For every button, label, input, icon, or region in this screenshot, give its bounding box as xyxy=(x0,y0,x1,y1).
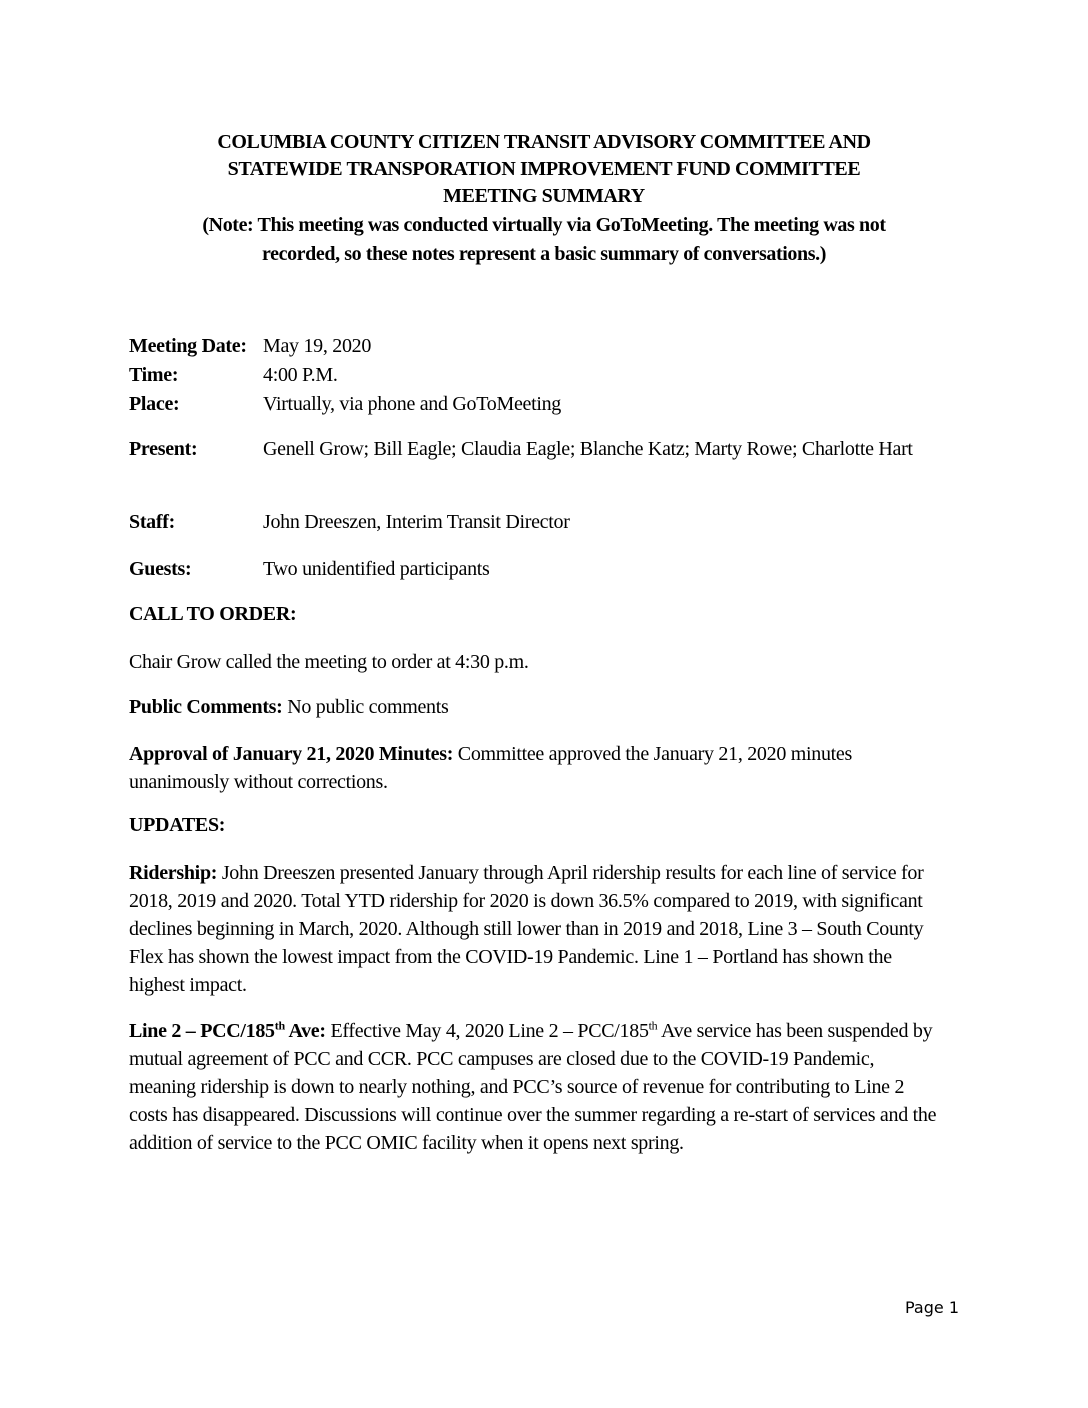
time-value: 4:00 P.M. xyxy=(263,364,338,386)
present-label: Present: xyxy=(129,438,198,460)
present-value: Genell Grow; Bill Eagle; Claudia Eagle; Blanche Katz; Marty Rowe; Charlotte Hart xyxy=(263,438,913,460)
public-comments-text: No public comments xyxy=(282,696,449,718)
document-title-line-3: MEETING SUMMARY xyxy=(443,185,645,207)
line2-text: Effective May 4, 2020 Line 2 – PCC/185 xyxy=(325,1020,649,1042)
guests-label: Guests: xyxy=(129,558,192,580)
line2-paragraph xyxy=(129,1017,944,1157)
place-label: Place: xyxy=(129,393,180,415)
staff-value: John Dreeszen, Interim Transit Director xyxy=(263,511,570,533)
approval-text: Committee approved the January 21, 2020 minutes unanimously without corrections. xyxy=(129,743,852,793)
meeting-date-label: Meeting Date: xyxy=(129,335,247,357)
place-value: Virtually, via phone and GoToMeeting xyxy=(263,393,562,415)
staff-label: Staff: xyxy=(129,511,175,533)
meeting-date-value: May 19, 2020 xyxy=(263,335,372,357)
ridership-paragraph xyxy=(129,859,944,999)
call-to-order-heading: CALL TO ORDER: xyxy=(129,603,297,625)
line2-text-sup: th xyxy=(648,1018,658,1033)
document-note-line-1: (Note: This meeting was conducted virtually via GoToMeeting. The meeting was not xyxy=(202,214,886,236)
line2-label xyxy=(129,1020,326,1042)
approval-label: Approval of January 21, 2020 Minutes: xyxy=(129,743,454,765)
document-note-line-2: recorded, so these notes represent a basic summary of conversations.) xyxy=(262,243,826,265)
guests-value: Two unidentified participants xyxy=(263,558,490,580)
time-label: Time: xyxy=(129,364,179,386)
ridership-text: John Dreeszen presented January through April ridership results for each line of service for 2018, 2019 and 2020. Total YTD ridership for 2020 is down 36.5% compared to 2019, with significant declines beginning in March, 2020. Although still lower than in 2019 and 2018, Line 3 – South County Flex has shown the lowest impact from the COVID-19 Pandemic. Line 1 – Portland has shown the highest impact. xyxy=(129,862,924,996)
updates-heading: UPDATES: xyxy=(129,814,226,836)
public-comments-label: Public Comments: xyxy=(129,696,283,718)
ridership-label: Ridership: xyxy=(129,862,218,884)
document-title-line-1: COLUMBIA COUNTY CITIZEN TRANSIT ADVISORY COMMITTEE AND xyxy=(217,131,871,153)
page-number: Page 1 xyxy=(905,1298,959,1317)
line2-label-text: Line 2 – PCC/185 xyxy=(129,1020,275,1042)
approval-paragraph xyxy=(129,740,944,796)
line2-label-sup: th xyxy=(274,1018,285,1033)
line2-text-continued: Ave service has been suspended by mutual agreement of PCC and CCR. PCC campuses are closed due to the COVID-19 Pandemic, meaning ridership is down to nearly nothing, and PCC’s source of revenue for contributing to Line 2 costs has disappeared. Discussions will continue over the summer regarding a re-start of services and the addition of service to the PCC OMIC facility when it opens next spring. xyxy=(129,1020,937,1154)
document-title-line-2: STATEWIDE TRANSPORATION IMPROVEMENT FUND COMMITTEE xyxy=(227,158,861,180)
call-to-order-text: Chair Grow called the meeting to order at 4:30 p.m. xyxy=(129,651,529,673)
line2-label-suffix: Ave: xyxy=(284,1020,326,1042)
public-comments-paragraph xyxy=(129,693,944,721)
